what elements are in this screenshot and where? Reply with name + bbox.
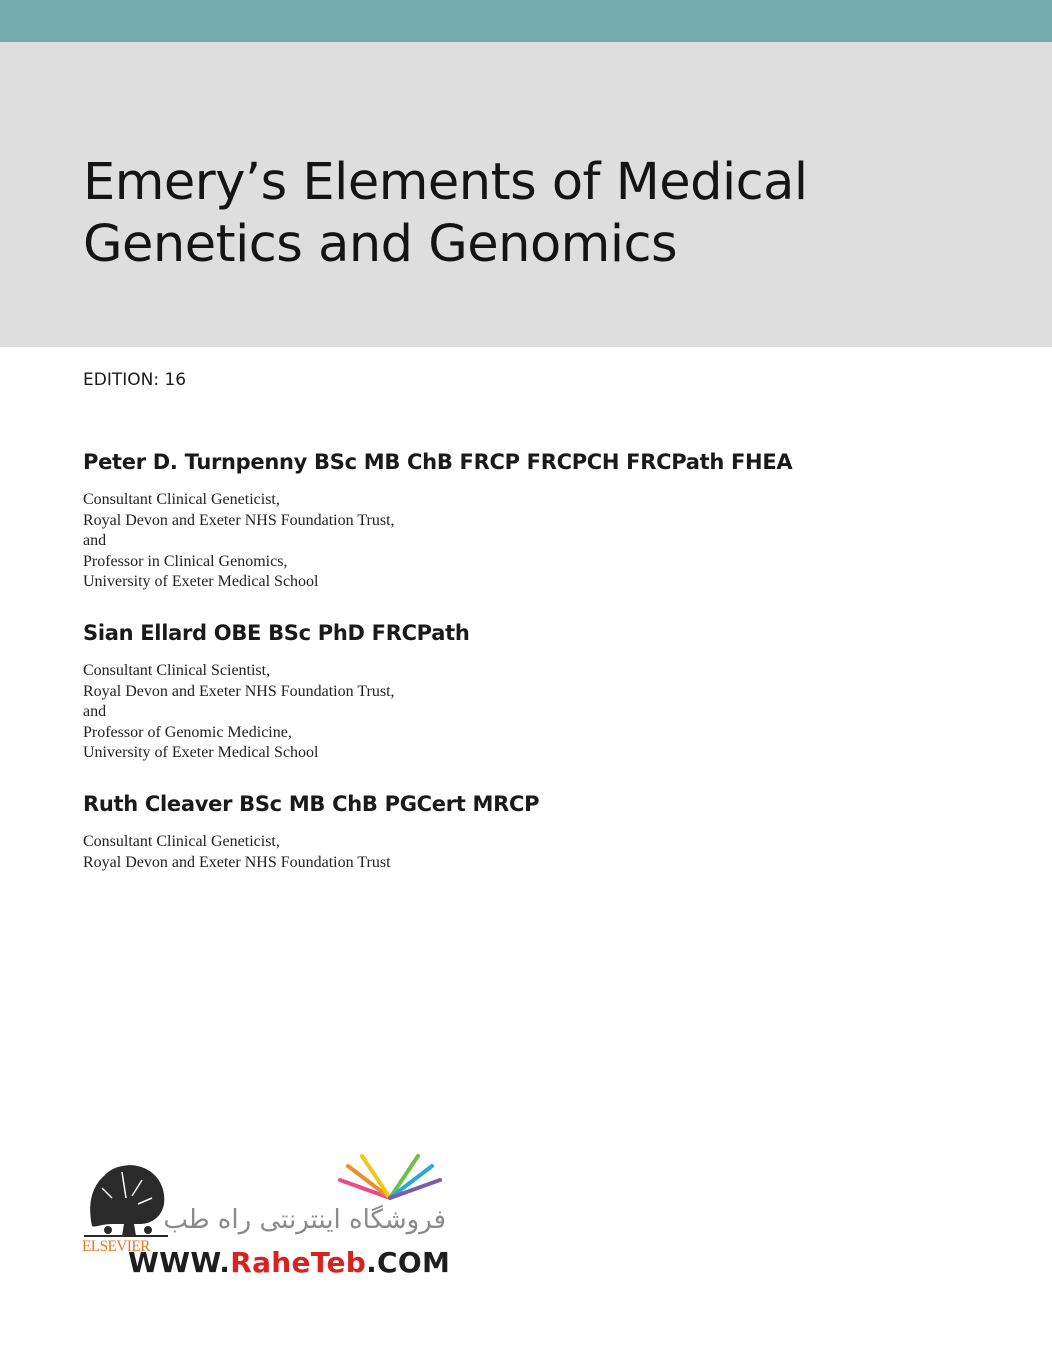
author-block (83, 449, 983, 593)
affiliation-line: and (83, 532, 107, 550)
affiliation-line: Royal Devon and Exeter NHS Foundation Trust, (83, 511, 395, 529)
affiliation-line: University of Exeter Medical School (83, 744, 319, 762)
affiliation-line: Royal Devon and Exeter NHS Foundation Trust, (83, 682, 395, 700)
affiliation-line: Consultant Clinical Scientist, (83, 662, 271, 679)
affiliation-line: and (83, 703, 107, 721)
author-affiliation (83, 661, 983, 764)
watermark-url (128, 1246, 450, 1279)
author-name: Ruth Cleaver BSc MB ChB PGCert MRCP (83, 792, 540, 816)
book-title (83, 152, 983, 276)
url-prefix: WWW. (128, 1246, 231, 1279)
open-book-logo-icon (330, 1150, 450, 1210)
top-color-band (0, 0, 1052, 42)
affiliation-line: Consultant Clinical Geneticist, (83, 833, 280, 850)
title-line-1: Emery’s Elements of Medical (83, 153, 808, 212)
author-affiliation (83, 490, 983, 593)
watermark-persian-text: فروشگاه اینترنتی راه طب (163, 1205, 446, 1235)
affiliation-line: Royal Devon and Exeter NHS Foundation Trust (83, 853, 391, 871)
url-brand: RaheTeb (230, 1246, 367, 1279)
title-line-2: Genetics and Genomics (83, 215, 678, 274)
affiliation-line: University of Exeter Medical School (83, 573, 319, 591)
affiliation-line: Professor in Clinical Genomics, (83, 552, 288, 570)
author-block (83, 791, 983, 873)
publisher-name: ELSEVIER (82, 1238, 150, 1255)
edition-label: EDITION: 16 (83, 370, 187, 390)
author-name: Sian Ellard OBE BSc PhD FRCPath (83, 621, 470, 645)
url-suffix: .COM (366, 1246, 451, 1279)
author-name: Peter D. Turnpenny BSc MB ChB FRCP FRCPCH FRCPath FHEA (83, 450, 793, 474)
affiliation-line: Consultant Clinical Geneticist, (83, 491, 280, 508)
affiliation-line: Professor of Genomic Medicine, (83, 723, 292, 741)
author-affiliation (83, 832, 983, 873)
author-block (83, 620, 983, 764)
